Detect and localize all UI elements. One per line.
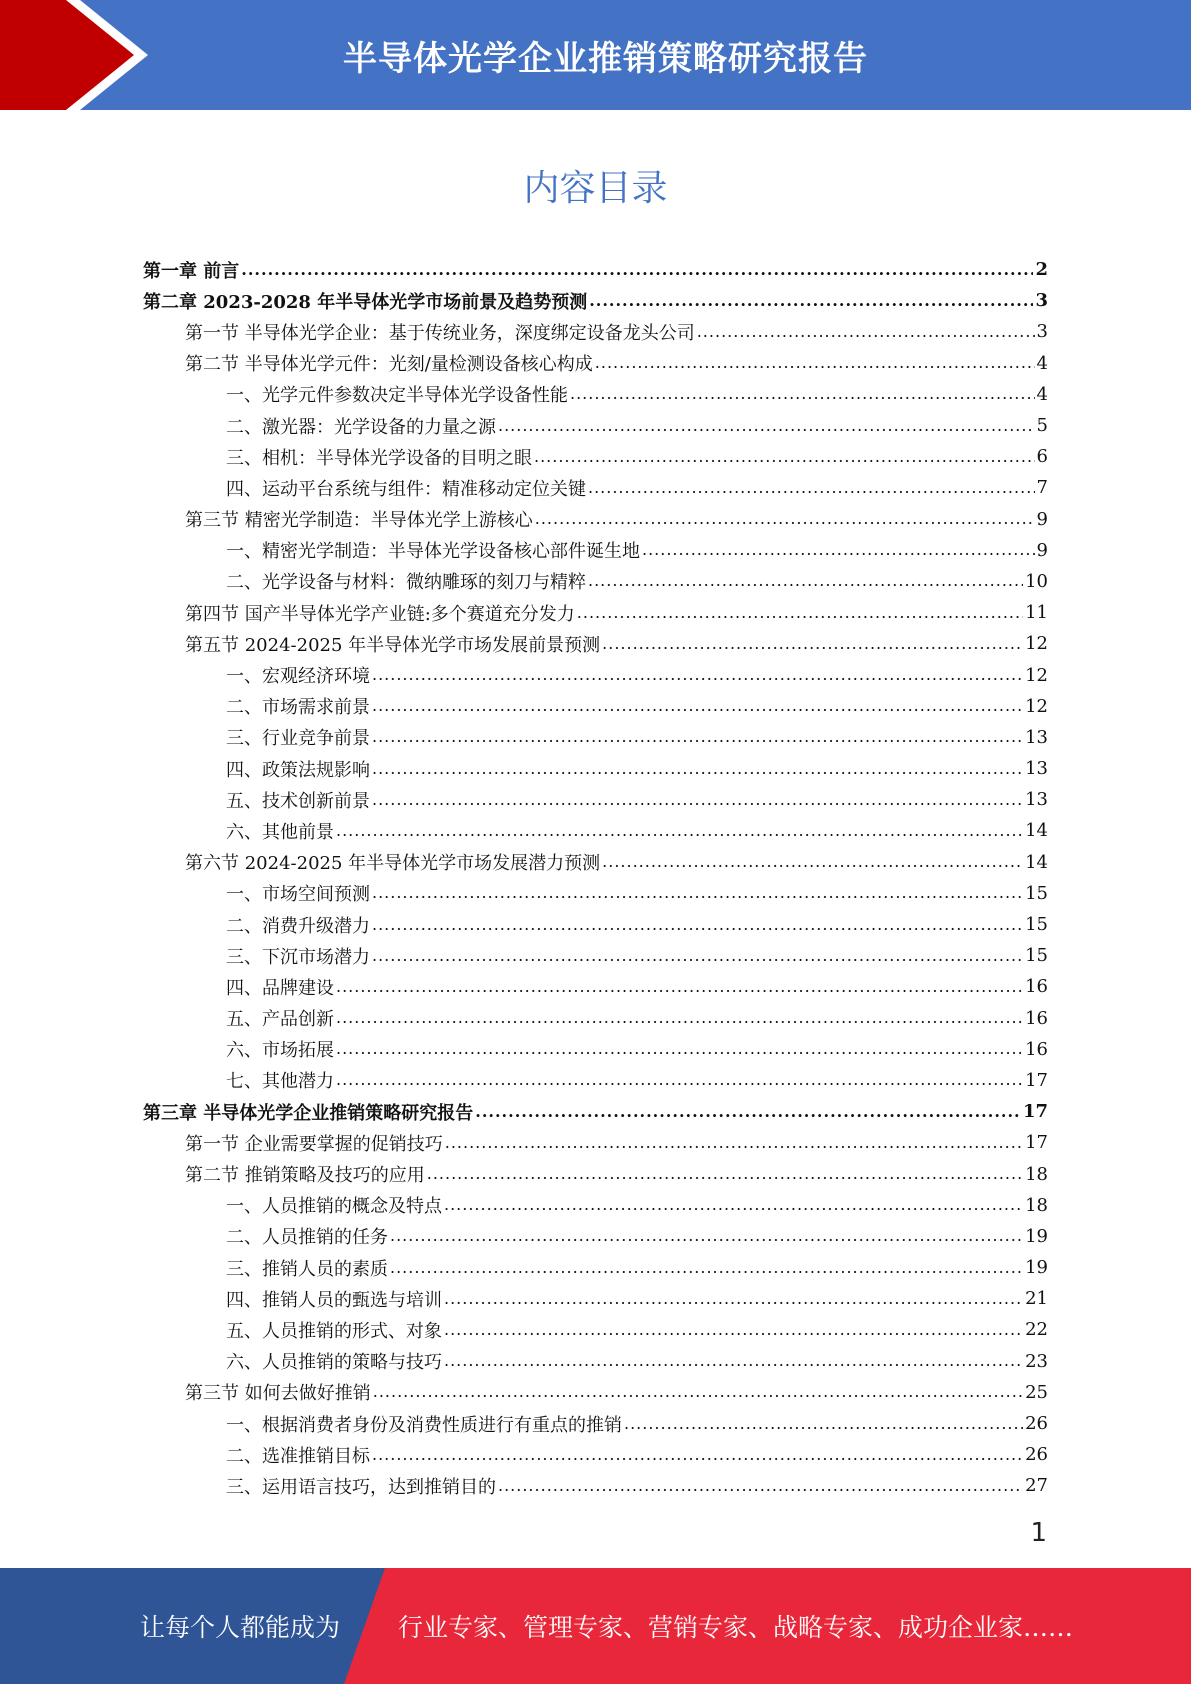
toc-entry-label: 三、下沉市场潜力 <box>226 946 370 968</box>
toc-dot-leader <box>336 820 1023 842</box>
toc-entry-page: 4 <box>1036 352 1048 374</box>
toc-entry-page: 6 <box>1036 446 1048 468</box>
toc-entry-label: 第三节 如何去做好推销 <box>185 1383 371 1405</box>
toc-entry[interactable] <box>143 1221 1048 1252</box>
toc-entry[interactable] <box>143 1190 1048 1221</box>
toc-entry-page: 21 <box>1025 1288 1048 1310</box>
toc-dot-leader <box>534 446 1035 468</box>
toc-entry-page: 23 <box>1025 1350 1048 1372</box>
toc-dot-leader <box>336 976 1023 998</box>
toc-entry-page: 2 <box>1035 259 1048 281</box>
toc-entry-label: 一、人员推销的概念及特点 <box>226 1196 442 1218</box>
toc-dot-leader <box>336 1007 1023 1029</box>
toc-dot-leader <box>589 290 1033 312</box>
toc-dot-leader <box>445 1132 1023 1154</box>
toc-entry-label: 七、其他潜力 <box>226 1071 334 1093</box>
toc-entry[interactable] <box>143 1065 1048 1096</box>
toc-entry-label: 第一节 半导体光学企业：基于传统业务，深度绑定设备龙头公司 <box>185 322 695 344</box>
toc-entry-page: 10 <box>1025 570 1048 592</box>
toc-entry-page: 12 <box>1025 633 1048 655</box>
toc-entry[interactable] <box>143 535 1048 566</box>
toc-entry-page: 12 <box>1025 695 1048 717</box>
toc-dot-leader <box>570 383 1035 405</box>
toc-dot-leader <box>427 1163 1023 1185</box>
toc-entry-label: 六、其他前景 <box>226 821 334 843</box>
toc-entry-label: 五、技术创新前景 <box>226 790 370 812</box>
toc-entry[interactable] <box>143 504 1048 535</box>
toc-dot-leader <box>372 945 1023 967</box>
toc-entry-page: 15 <box>1025 882 1048 904</box>
toc-entry[interactable] <box>143 1158 1048 1189</box>
toc-entry-label: 第五节 2024-2025 年半导体光学市场发展前景预测 <box>185 634 601 656</box>
page-number: 1 <box>1030 1518 1047 1548</box>
toc-dot-leader <box>697 321 1035 343</box>
toc-entry-label: 二、人员推销的任务 <box>226 1227 388 1249</box>
toc-entry-label: 第二节 半导体光学元件：光刻/量检测设备核心构成 <box>185 354 593 376</box>
toc-entry-label: 六、市场拓展 <box>226 1040 334 1062</box>
toc-entry[interactable] <box>143 878 1048 909</box>
toc-entry[interactable] <box>143 628 1048 659</box>
toc-entry-label: 二、选准推销目标 <box>226 1445 370 1467</box>
toc-entry-label: 二、消费升级潜力 <box>226 915 370 937</box>
toc-entry-label: 四、品牌建设 <box>226 977 334 999</box>
toc-entry-page: 13 <box>1025 726 1048 748</box>
toc-entry-page: 12 <box>1025 664 1048 686</box>
page-header <box>0 0 1191 110</box>
toc-entry-label: 四、政策法规影响 <box>226 759 370 781</box>
toc-dot-leader <box>444 1288 1023 1310</box>
toc-entry-page: 4 <box>1036 383 1048 405</box>
toc-entry-label: 三、相机：半导体光学设备的目明之眼 <box>226 447 532 469</box>
toc-heading: 内容目录 <box>523 168 668 209</box>
toc-entry[interactable] <box>143 691 1048 722</box>
toc-dot-leader <box>624 1413 1023 1435</box>
toc-dot-leader <box>372 664 1023 686</box>
toc-entry[interactable] <box>143 285 1048 316</box>
toc-entry[interactable] <box>143 1346 1048 1377</box>
toc-entry[interactable] <box>143 597 1048 628</box>
toc-entry[interactable] <box>143 379 1048 410</box>
page-footer <box>0 1568 1191 1684</box>
toc-entry-label: 第六节 2024-2025 年半导体光学市场发展潜力预测 <box>185 853 601 875</box>
toc-entry-label: 五、人员推销的形式、对象 <box>226 1320 442 1342</box>
toc-dot-leader <box>372 789 1023 811</box>
toc-entry[interactable] <box>143 316 1048 347</box>
toc-entry[interactable] <box>143 753 1048 784</box>
toc-entry-page: 19 <box>1025 1257 1048 1279</box>
footer-slogan-left: 让每个人都能成为 <box>140 1613 341 1642</box>
toc-entry-page: 18 <box>1025 1194 1048 1216</box>
toc-entry[interactable] <box>143 1252 1048 1283</box>
toc-entry-label: 第二节 推销策略及技巧的应用 <box>185 1165 425 1187</box>
toc-entry[interactable] <box>143 1283 1048 1314</box>
toc-dot-leader <box>642 539 1035 561</box>
toc-entry-page: 26 <box>1025 1413 1048 1435</box>
toc-entry-page: 16 <box>1025 976 1048 998</box>
toc-entry-label: 二、市场需求前景 <box>226 697 370 719</box>
toc-entry-page: 14 <box>1025 851 1048 873</box>
toc-entry-page: 22 <box>1025 1319 1048 1341</box>
toc-entry-label: 第三节 精密光学制造：半导体光学上游核心 <box>185 510 533 532</box>
toc-entry-page: 3 <box>1036 321 1048 343</box>
toc-entry-page: 13 <box>1025 758 1048 780</box>
toc-dot-leader <box>444 1350 1023 1372</box>
toc-dot-leader <box>588 570 1023 592</box>
toc-dot-leader <box>372 695 1023 717</box>
toc-entry-label: 三、推销人员的素质 <box>226 1258 388 1280</box>
toc-dot-leader <box>372 914 1023 936</box>
toc-dot-leader <box>372 758 1023 780</box>
toc-entry-label: 四、推销人员的甄选与培训 <box>226 1289 442 1311</box>
footer-slogan-right: 行业专家、管理专家、营销专家、战略专家、成功企业家…… <box>398 1613 1074 1642</box>
toc-entry-page: 16 <box>1025 1007 1048 1029</box>
toc-dot-leader <box>498 415 1035 437</box>
toc-entry[interactable] <box>143 1439 1048 1470</box>
toc-entry[interactable] <box>143 1470 1048 1501</box>
toc-entry-label: 五、产品创新 <box>226 1009 334 1031</box>
toc-dot-leader <box>588 477 1035 499</box>
toc-dot-leader <box>444 1194 1023 1216</box>
toc-entry-page: 17 <box>1025 1069 1048 1091</box>
toc-dot-leader <box>241 259 1033 281</box>
toc-dot-leader <box>390 1225 1023 1247</box>
toc-entry[interactable] <box>143 940 1048 971</box>
toc-entry[interactable] <box>143 1034 1048 1065</box>
toc-entry-label: 第一章 前言 <box>143 260 240 282</box>
toc-entry[interactable] <box>143 1314 1048 1345</box>
toc-dot-leader <box>372 726 1023 748</box>
toc-entry[interactable] <box>143 722 1048 753</box>
toc-entry-page: 17 <box>1022 1101 1048 1123</box>
toc-entry[interactable] <box>143 659 1048 690</box>
toc-entry-label: 二、光学设备与材料：微纳雕琢的刻刀与精粹 <box>226 572 586 594</box>
toc-dot-leader <box>336 1069 1023 1091</box>
toc-dot-leader <box>444 1319 1023 1341</box>
toc-entry[interactable] <box>143 784 1048 815</box>
toc-entry-page: 26 <box>1025 1444 1048 1466</box>
toc-dot-leader <box>577 602 1023 624</box>
toc-entry-page: 15 <box>1025 945 1048 967</box>
toc-entry[interactable] <box>143 254 1048 285</box>
toc-entry[interactable] <box>143 348 1048 379</box>
toc-entry[interactable] <box>143 566 1048 597</box>
toc-entry-page: 18 <box>1025 1163 1048 1185</box>
toc-entry-page: 9 <box>1036 539 1048 561</box>
toc-entry[interactable] <box>143 1408 1048 1439</box>
toc-entry-page: 17 <box>1025 1132 1048 1154</box>
toc-entry[interactable] <box>143 410 1048 441</box>
toc-entry[interactable] <box>143 971 1048 1002</box>
toc-entry-page: 11 <box>1025 602 1048 624</box>
toc-entry-page: 3 <box>1035 290 1048 312</box>
toc-entry-label: 一、精密光学制造：半导体光学设备核心部件诞生地 <box>226 541 640 563</box>
toc-entry-label: 第二章 2023-2028 年半导体光学市场前景及趋势预测 <box>143 291 588 313</box>
report-title: 半导体光学企业推销策略研究报告 <box>343 38 868 79</box>
toc-entry-label: 一、根据消费者身份及消费性质进行有重点的推销 <box>226 1414 622 1436</box>
toc-entry-page: 16 <box>1025 1038 1048 1060</box>
toc-entry-label: 一、光学元件参数决定半导体光学设备性能 <box>226 385 568 407</box>
toc-dot-leader <box>475 1101 1021 1123</box>
toc-entry[interactable] <box>143 815 1048 846</box>
toc-dot-leader <box>602 633 1023 655</box>
toc-entry-page: 19 <box>1025 1225 1048 1247</box>
toc-entry-label: 一、市场空间预测 <box>226 884 370 906</box>
toc-entry-label: 三、行业竞争前景 <box>226 728 370 750</box>
toc-dot-leader <box>390 1257 1023 1279</box>
toc-entry[interactable] <box>143 1377 1048 1408</box>
toc-entry-page: 25 <box>1025 1381 1048 1403</box>
toc-entry-label: 三、运用语言技巧，达到推销目的 <box>226 1476 496 1498</box>
toc-entry-label: 第三章 半导体光学企业推销策略研究报告 <box>143 1102 474 1124</box>
toc-dot-leader <box>498 1475 1023 1497</box>
toc-entry[interactable] <box>143 909 1048 940</box>
table-of-contents <box>143 254 1048 1502</box>
toc-entry-label: 第四节 国产半导体光学产业链:多个赛道充分发力 <box>185 603 575 625</box>
toc-dot-leader <box>372 1444 1023 1466</box>
toc-dot-leader <box>595 352 1035 374</box>
toc-entry[interactable] <box>143 1096 1048 1127</box>
toc-entry[interactable] <box>143 1127 1048 1158</box>
toc-entry-page: 15 <box>1025 914 1048 936</box>
toc-dot-leader <box>336 1038 1023 1060</box>
toc-entry-page: 9 <box>1036 508 1048 530</box>
toc-dot-leader <box>602 851 1023 873</box>
toc-dot-leader <box>535 508 1035 530</box>
toc-entry-page: 5 <box>1036 415 1048 437</box>
toc-entry-page: 14 <box>1025 820 1048 842</box>
toc-entry-page: 27 <box>1025 1475 1048 1497</box>
toc-entry-label: 四、运动平台系统与组件：精准移动定位关键 <box>226 478 586 500</box>
toc-entry-label: 二、激光器：光学设备的力量之源 <box>226 416 496 438</box>
toc-entry-label: 六、人员推销的策略与技巧 <box>226 1352 442 1374</box>
toc-entry-label: 一、宏观经济环境 <box>226 666 370 688</box>
toc-dot-leader <box>372 882 1023 904</box>
toc-entry-page: 7 <box>1036 477 1048 499</box>
toc-entry[interactable] <box>143 441 1048 472</box>
toc-entry[interactable] <box>143 472 1048 503</box>
toc-entry-page: 13 <box>1025 789 1048 811</box>
toc-entry[interactable] <box>143 847 1048 878</box>
toc-dot-leader <box>373 1381 1023 1403</box>
toc-entry-label: 第一节 企业需要掌握的促销技巧 <box>185 1133 443 1155</box>
toc-entry[interactable] <box>143 1003 1048 1034</box>
